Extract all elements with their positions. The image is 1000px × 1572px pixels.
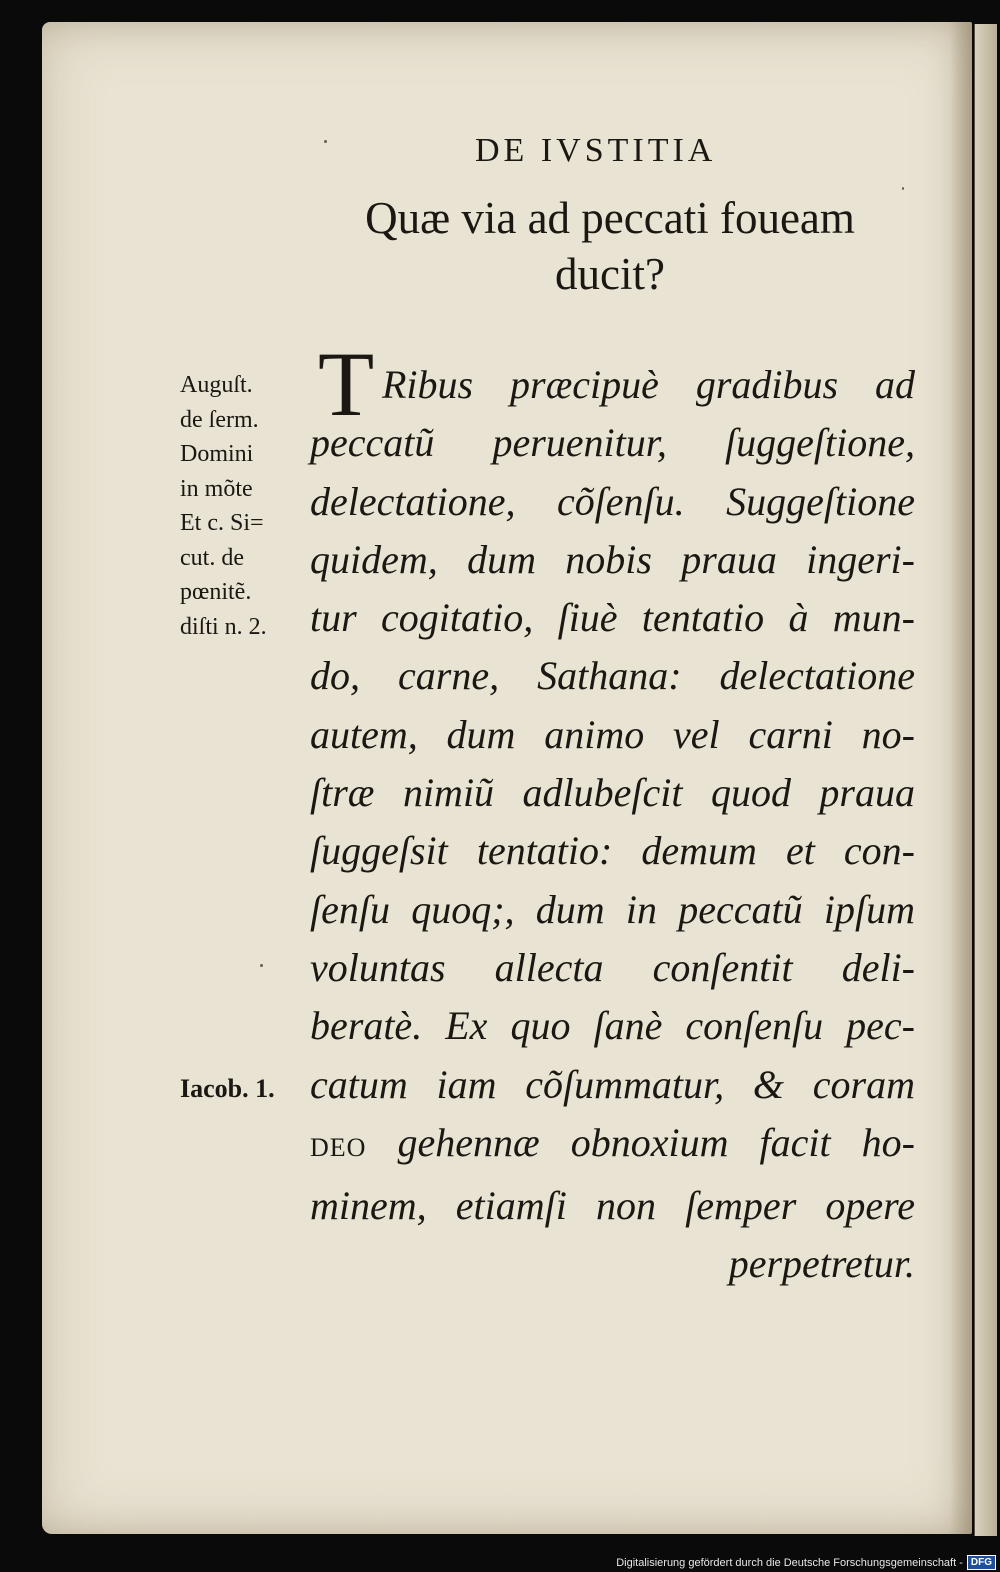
body-line: Ribus præcipuè gradibus ad (382, 362, 915, 407)
book-spine (974, 24, 997, 1536)
paper-speck (324, 140, 327, 143)
body-text (310, 356, 915, 1294)
running-head: DE IVSTITIA (475, 132, 717, 169)
drop-cap: T (318, 333, 375, 435)
deo-line-rest: gehennæ obnoxium facit ho- (366, 1119, 915, 1165)
dfg-logo: DFG (967, 1555, 996, 1570)
body-line: ſtræ nimiũ adlubeſcit quod praua (310, 770, 915, 816)
body-line: ſenſu quoq;, dum in peccatũ ipſum (310, 886, 915, 932)
margin-notes (180, 368, 310, 644)
body-line: quidem, dum nobis praua ingeri- (310, 536, 915, 582)
paper-speck (260, 964, 263, 967)
margin-note-line: de ſerm. (180, 406, 259, 433)
title-line: Quæ via ad peccati foueam (365, 193, 855, 243)
body-line: delectatione, cõſenſu. Suggeſtione (310, 478, 915, 524)
margin-note-line: Et c. Si= (180, 510, 264, 536)
deo-smallcaps: DEO (310, 1132, 367, 1162)
chapter-title (300, 190, 920, 302)
body-line: tur cogitatio, ſiuè tentatio à mun- (310, 595, 915, 641)
footer-text: Digitalisierung gefördert durch die Deutsche Forschungsgemeinschaft - (616, 1556, 963, 1569)
margin-note-line: Domini (180, 441, 254, 467)
body-line: voluntas allecta conſentit deli- (310, 944, 915, 990)
margin-note-line: diſti n. 2. (180, 613, 267, 640)
digitization-footer (616, 1555, 996, 1570)
title-line: ducit? (555, 249, 665, 299)
margin-note-line: cut. de (180, 544, 244, 571)
body-line: minem, etiamſi non ſemper opere (310, 1183, 915, 1229)
margin-note-line: pœnitẽ. (180, 579, 252, 605)
body-line: autem, dum animo vel carni no- (310, 711, 915, 757)
body-line: catum iam cõſummatur, & coram (310, 1061, 915, 1107)
body-line: ſuggeſsit tentatio: demum et con- (310, 828, 915, 874)
body-line: beratè. Ex quo ſanè conſenſu pec- (310, 1003, 915, 1049)
body-line: perpetretur. (728, 1241, 915, 1287)
body-line: do, carne, Sathana: delectatione (310, 653, 915, 699)
margin-note-iacob: Iacob. 1. (180, 1074, 275, 1103)
body-line-deo (310, 1114, 915, 1177)
page-gutter-shadow (950, 22, 972, 1534)
margin-note-line: in mõte (180, 475, 253, 502)
margin-note-line: Auguſt. (180, 372, 253, 398)
body-line: peccatũ peruenitur, ſuggeſtione, (310, 420, 915, 466)
